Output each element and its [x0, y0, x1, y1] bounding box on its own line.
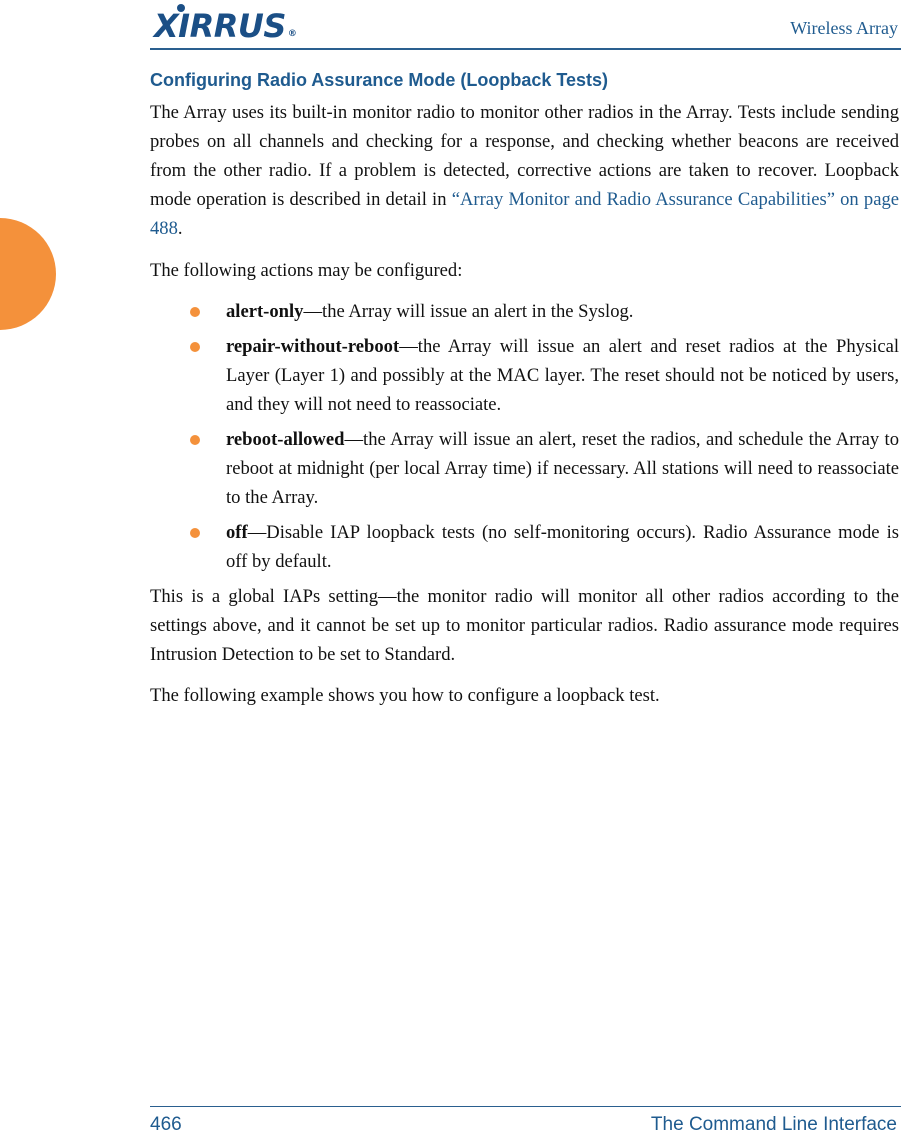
list-item — [150, 332, 899, 419]
example-paragraph: The following example shows you how to configure a loopback test. — [150, 685, 660, 706]
header-divider — [150, 48, 901, 50]
logo-text: XIRRUS ® — [154, 7, 297, 45]
action-description: —the Array will issue an alert in the Syslog. — [303, 301, 634, 322]
footer-chapter-title: The Command Line Interface — [650, 1114, 897, 1135]
bullet-icon — [190, 435, 200, 445]
list-item — [150, 518, 899, 576]
action-description: —the Array will issue an alert, reset the radios, and schedule the Array to reboot at midnight (per local Array time) if necessary. All stations will need to reassociate to the Array. — [226, 429, 899, 508]
page-number: 466 — [150, 1114, 182, 1135]
page-content — [150, 62, 899, 710]
bullet-icon — [190, 528, 200, 538]
action-description: —the Array will issue an alert and reset radios at the Physical Layer (Layer 1) and possibly at the MAC layer. The reset should not be noticed by users, and they will not need to reassociate. — [226, 336, 899, 415]
action-term: reboot-allowed — [226, 429, 345, 450]
xirrus-logo — [154, 4, 304, 44]
page-header — [150, 0, 901, 50]
bullet-icon — [190, 307, 200, 317]
action-description: —Disable IAP loopback tests (no self-monitoring occurs). Radio Assurance mode is off by default. — [226, 522, 899, 572]
action-term: off — [226, 522, 248, 543]
cross-reference-link[interactable]: “Array Monitor and Radio Assurance Capabilities” on page 488 — [150, 189, 900, 239]
action-term: repair-without-reboot — [226, 336, 400, 357]
section-title: Configuring Radio Assurance Mode (Loopback Tests) — [150, 70, 609, 90]
list-item — [150, 297, 899, 326]
global-setting-paragraph: This is a global IAPs setting—the monitor radio will monitor all other radios according to the settings above, and it cannot be set up to monitor particular radios. Radio assurance mode requires Intrusion Detection to be set to Standard. — [150, 586, 899, 665]
footer-divider — [150, 1106, 901, 1107]
list-item — [150, 425, 899, 512]
action-term: alert-only — [226, 301, 304, 322]
running-title: Wireless Array — [790, 18, 898, 38]
chapter-tab-marker — [0, 218, 56, 330]
intro-paragraph: The Array uses its built-in monitor radio to monitor other radios in the Array. Tests include sending probes on all channels and checking for a response, and checking whether beacons are received from the other radio. If a problem is detected, corrective actions are taken to recover. Loopback mode operation is described in detail in “Array Monitor and Radio Assurance Capabilities” on page 488. — [150, 102, 900, 239]
actions-list — [150, 297, 899, 576]
actions-lead: The following actions may be configured: — [150, 260, 463, 281]
bullet-icon — [190, 342, 200, 352]
